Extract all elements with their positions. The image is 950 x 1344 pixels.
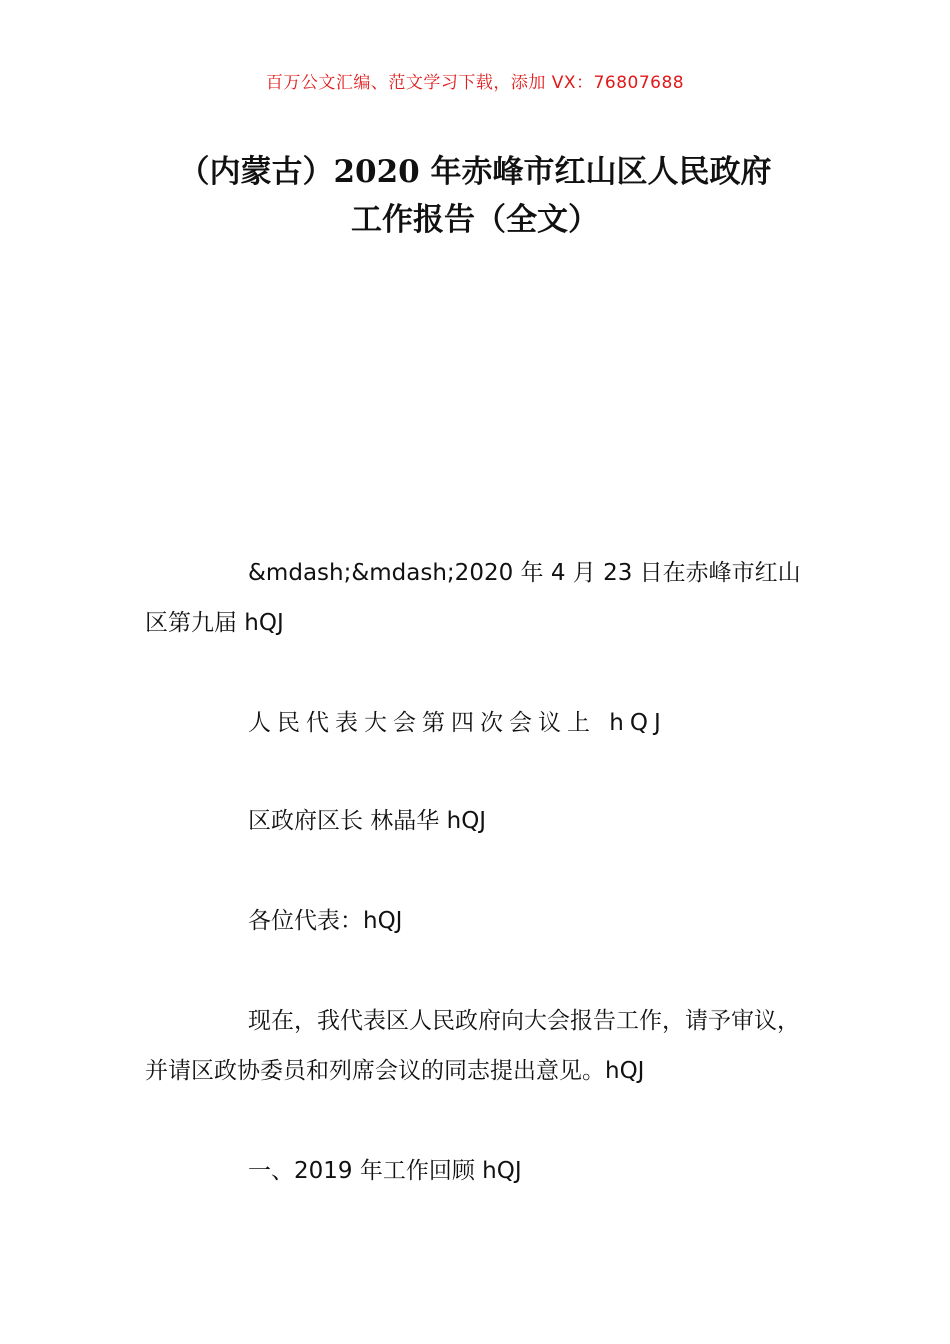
header-promo-note: 百万公文汇编、范文学习下载，添加 VX：76807688 [265,73,685,93]
paragraph-date-meeting: &mdash;&mdash;2020 年 4 月 23 日在赤峰市红山区第九届 hQJ [145,560,801,636]
paragraph-congress-session: 人民代表大会第四次会议上 hQJ [248,710,667,736]
section-heading-review: 一、2019 年工作回顾 hQJ [248,1158,522,1184]
title-line-2: 工作报告（全文） [351,202,599,238]
paragraph-salutation: 各位代表：hQJ [248,908,403,934]
title-line-1: （内蒙古）2020 年赤峰市红山区人民政府 [178,154,772,190]
paragraph-intro: 现在，我代表区人民政府向大会报告工作，请予审议，并请区政协委员和列席会议的同志提出意见。hQJ [145,1008,800,1084]
document-title [140,148,810,244]
paragraph-speaker: 区政府区长 林晶华 hQJ [248,808,487,834]
